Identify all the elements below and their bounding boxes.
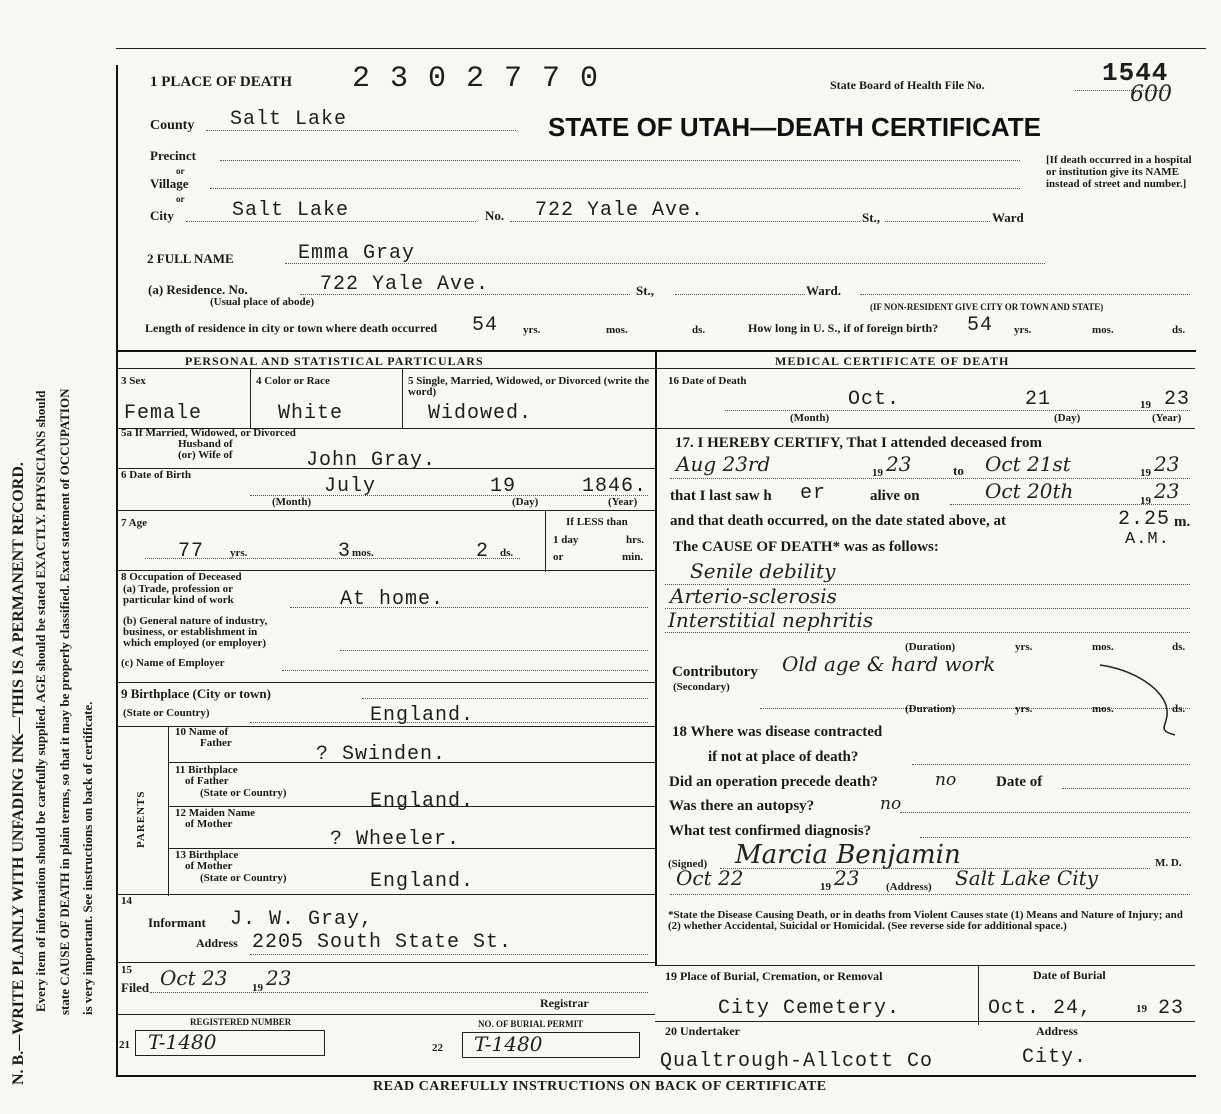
margin-instruction-line2: Every item of information should be carefully supplied. AGE should be stated EXACTLY. PHYSICIANS should <box>33 390 48 1012</box>
mother-name-label1: 12 Maiden Name <box>175 807 256 819</box>
filed-year: 23 <box>266 966 292 990</box>
dob-label: 6 Date of Birth <box>121 469 191 481</box>
signed-year: 23 <box>834 866 860 890</box>
mother-name-label2: of Mother <box>185 818 233 830</box>
contributory-stroke <box>1095 660 1185 740</box>
residence-sublabel: (Usual place of abode) <box>210 296 315 308</box>
burial-year-prefix: 19 <box>1136 1003 1147 1015</box>
father-name-label1: 10 Name of <box>175 726 229 738</box>
duration2-ds: ds. <box>1172 703 1186 715</box>
attended-to-year-prefix: 19 <box>1140 467 1151 479</box>
signed-label: (Signed) <box>668 858 708 870</box>
signed-year-prefix: 19 <box>820 881 831 893</box>
duration-yrs: yrs. <box>1015 641 1033 653</box>
street-no-label: No. <box>485 208 505 223</box>
spouse-label-wife: (or) Wife of <box>178 449 233 461</box>
us-ds: ds. <box>1172 324 1186 336</box>
dob-day-label: (Day) <box>512 496 539 508</box>
filed-value: Oct 23 <box>160 966 228 990</box>
dob-month-label: (Month) <box>272 496 312 508</box>
dob-month: July <box>324 475 377 498</box>
death-time-am: A.M. <box>1125 530 1170 549</box>
dob-day: 19 <box>490 475 517 498</box>
cause-footnote: *State the Disease Causing Death, or in deaths from Violent Causes state (1) Means and Nature of Injury; and (2) whether Accidental, Suicidal or Homicidal. (See reverse side for additional space.) <box>668 909 1183 932</box>
registered-number-value: T-1480 <box>148 1030 217 1054</box>
age-or-label: or <box>553 551 564 563</box>
margin-instruction-line1: N. B.—WRITE PLAINLY WITH UNFADING INK—THIS IS A PERMANENT RECORD. <box>10 462 27 1085</box>
color-label: 4 Color or Race <box>256 375 330 387</box>
autopsy-value: no <box>880 794 902 814</box>
marital-value: Widowed. <box>428 402 533 425</box>
dob-year: 1846. <box>582 475 648 498</box>
us-residence-label: How long in U. S., if of foreign birth? <box>748 321 939 335</box>
duration-mos: mos. <box>1092 641 1114 653</box>
or-label-1: or <box>176 166 185 176</box>
employer-label: (c) Name of Employer <box>121 657 225 669</box>
alive-on-date: Oct 20th <box>985 479 1074 503</box>
dod-label: 16 Date of Death <box>668 375 747 387</box>
marital-label: 5 Single, Married, Widowed, or Divorced (write the word) <box>408 375 650 398</box>
undertaker-value: Qualtrough-Allcott Co <box>660 1050 934 1073</box>
attended-from-date: Aug 23rd <box>676 452 771 476</box>
city-label: City <box>150 208 174 223</box>
informant-label: Informant <box>148 915 206 930</box>
test-label: What test confirmed diagnosis? <box>669 823 872 839</box>
attended-to-year: 23 <box>1154 452 1180 476</box>
age-months: 3 <box>338 540 352 563</box>
occupation-b-label2: business, or establishment in <box>123 626 258 638</box>
village-label: Village <box>150 176 189 191</box>
residence-st-label: St., <box>636 283 655 298</box>
occupation-b-label1: (b) General nature of industry, <box>123 615 268 627</box>
contributory-value: Old age & hard work <box>782 652 996 676</box>
occupation-a-label1: (a) Trade, profession or <box>123 583 233 595</box>
num-21: 21 <box>119 1039 130 1051</box>
length-yrs: yrs. <box>523 324 541 336</box>
num-22: 22 <box>432 1042 443 1054</box>
spouse-label-husband: Husband of <box>178 438 233 450</box>
father-name-label2: Father <box>200 737 232 749</box>
age-label: 7 Age <box>121 517 147 529</box>
filed-num: 15 <box>121 964 132 976</box>
mother-birthplace-label2: of Mother <box>185 860 233 872</box>
footer-instructions: READ CAREFULLY INSTRUCTIONS ON BACK OF CERTIFICATE <box>373 1079 827 1094</box>
operation-value: no <box>935 770 957 790</box>
certificate-title: STATE OF UTAH—DEATH CERTIFICATE <box>548 112 1041 142</box>
margin-instruction-line3: state CAUSE OF DEATH in plain terms, so that it may be properly classified. Exact statement of OCCUPATION <box>57 388 72 1015</box>
street-no-value: 722 Yale Ave. <box>535 199 705 222</box>
death-time: 2.25 <box>1118 508 1171 531</box>
sex-value: Female <box>124 402 203 425</box>
ward-label: Ward <box>992 210 1024 225</box>
dod-day-label: (Day) <box>1054 412 1081 424</box>
dod-month-label: (Month) <box>790 412 830 424</box>
attended-from-year-prefix: 19 <box>872 467 883 479</box>
certify-label: 17. I HEREBY CERTIFY, That I attended deceased from <box>675 435 1043 451</box>
sex-label: 3 Sex <box>121 375 146 387</box>
duration2-label: (Duration) <box>905 703 956 715</box>
duration2-yrs: yrs. <box>1015 703 1033 715</box>
attended-to-label: to <box>953 463 964 478</box>
age-yrs-label: yrs. <box>230 547 248 559</box>
dod-year-label: (Year) <box>1152 412 1182 424</box>
md-label: M. D. <box>1155 857 1182 869</box>
death-time-m: m. <box>1174 514 1191 530</box>
nonresident-note: (IF NON-RESIDENT GIVE CITY OR TOWN AND STATE) <box>870 302 1104 312</box>
contributory-label: Contributory <box>672 664 758 680</box>
certificate-number: 2 3 0 2 7 7 0 <box>352 62 600 96</box>
alive-year: 23 <box>1154 479 1180 503</box>
birthplace-sublabel: (State or Country) <box>123 707 210 719</box>
informant-address-label: Address <box>196 936 238 950</box>
length-ds: ds. <box>692 324 706 336</box>
burial-year: 23 <box>1158 997 1185 1020</box>
duration-label: (Duration) <box>905 641 956 653</box>
county-label: County <box>150 118 195 133</box>
cause-line-2: Arterio-sclerosis <box>670 584 837 608</box>
less-than-label: If LESS than <box>566 516 628 528</box>
undertaker-address-value: City. <box>1022 1046 1088 1069</box>
dob-year-label: (Year) <box>608 496 638 508</box>
address-label: (Address) <box>886 881 932 893</box>
occupation-value: At home. <box>340 588 445 611</box>
state-file-label: State Board of Health File No. <box>830 78 985 92</box>
spouse-label: 5a If Married, Widowed, or Divorced <box>121 427 296 439</box>
signed-date: Oct 22 <box>676 866 744 890</box>
place-of-death-label: 1 PLACE OF DEATH <box>150 74 293 90</box>
state-file-handwritten: 600 <box>1130 82 1172 107</box>
mother-birthplace-label1: 13 Birthplace <box>175 849 239 861</box>
secondary-label: (Secondary) <box>673 681 730 693</box>
burial-date-value: Oct. 24, <box>988 997 1093 1020</box>
informant-address: 2205 South State St. <box>252 931 513 954</box>
form-top-border <box>116 48 1206 49</box>
q18b-label: if not at place of death? <box>708 749 859 765</box>
registrar-label: Registrar <box>540 996 589 1010</box>
us-mos: mos. <box>1092 324 1114 336</box>
age-mos-label: mos. <box>352 547 374 559</box>
dod-year: 23 <box>1164 388 1191 411</box>
father-birthplace-label3: (State or Country) <box>200 787 287 799</box>
mother-name-value: ? Wheeler. <box>330 828 461 851</box>
full-name-value: Emma Gray <box>298 242 416 265</box>
us-yrs: yrs. <box>1014 324 1032 336</box>
color-value: White <box>278 402 344 425</box>
informant-value: J. W. Gray, <box>230 908 374 931</box>
age-days: 2 <box>476 540 490 563</box>
state-file-number: 1544 <box>1102 58 1169 88</box>
county-value: Salt Lake <box>230 108 348 131</box>
margin-instruction-line4: is very important. See instructions on back of certificate. <box>80 701 95 1015</box>
center-divider <box>655 350 657 965</box>
min-label: min. <box>622 551 644 563</box>
burial-date-label: Date of Burial <box>1033 968 1106 982</box>
operation-label: Did an operation precede death? <box>669 774 878 790</box>
dod-year-prefix: 19 <box>1140 399 1151 411</box>
father-birthplace-label2: of Father <box>185 775 229 787</box>
undertaker-label: 20 Undertaker <box>665 1024 740 1038</box>
city-value: Salt Lake <box>232 199 350 222</box>
one-day-label: 1 day <box>553 534 579 546</box>
autopsy-label: Was there an autopsy? <box>669 798 815 814</box>
informant-num: 14 <box>121 895 132 907</box>
birthplace-label: 9 Birthplace (City or town) <box>121 686 271 701</box>
us-residence-value: 54 <box>967 314 994 337</box>
filed-year-prefix: 19 <box>252 982 263 994</box>
registered-number-label: REGISTERED NUMBER <box>190 1017 292 1027</box>
age-years: 77 <box>178 540 205 563</box>
mother-birthplace-value: England. <box>370 870 475 893</box>
duration-ds: ds. <box>1172 641 1186 653</box>
burial-permit-value: T-1480 <box>474 1032 543 1056</box>
parents-label: PARENTS <box>135 790 147 848</box>
hospital-note: [If death occurred in a hospital or institution give its NAME instead of street and number.] <box>1046 154 1192 190</box>
residence-label: (a) Residence. No. <box>148 282 248 297</box>
q18-label: 18 Where was disease contracted <box>672 724 883 740</box>
physician-signature: Marcia Benjamin <box>735 840 961 870</box>
residence-ward-label: Ward. <box>806 283 842 298</box>
filed-label: Filed <box>121 980 150 995</box>
length-of-residence-value: 54 <box>472 314 499 337</box>
length-mos: mos. <box>606 324 628 336</box>
dod-month: Oct. <box>848 388 901 411</box>
operation-date-label: Date of <box>996 774 1043 790</box>
duration2-mos: mos. <box>1092 703 1114 715</box>
father-name-value: ? Swinden. <box>316 743 447 766</box>
last-saw-her: er <box>800 482 827 505</box>
length-of-residence-label: Length of residence in city or town where death occurred <box>145 321 438 335</box>
personal-header: PERSONAL AND STATISTICAL PARTICULARS <box>185 354 484 368</box>
age-ds-label: ds. <box>500 547 514 559</box>
alive-year-prefix: 19 <box>1140 495 1151 507</box>
hrs-label: hrs. <box>626 534 645 546</box>
death-occurred-label: and that death occurred, on the date stated above, at <box>670 513 1006 529</box>
occupation-label: 8 Occupation of Deceased <box>121 571 242 583</box>
residence-value: 722 Yale Ave. <box>320 273 490 296</box>
occupation-a-label2: particular kind of work <box>123 594 234 606</box>
occupation-b-label3: which employed (or employer) <box>123 637 267 649</box>
physician-address: Salt Lake City <box>955 866 1098 890</box>
medical-header: MEDICAL CERTIFICATE OF DEATH <box>775 354 1010 368</box>
father-birthplace-value: England. <box>370 790 475 813</box>
spouse-value: John Gray. <box>306 449 437 472</box>
birthplace-value: England. <box>370 704 475 727</box>
burial-place-value: City Cemetery. <box>718 997 901 1020</box>
undertaker-address-label: Address <box>1036 1024 1078 1038</box>
cause-line-3: Interstitial nephritis <box>668 608 874 632</box>
or-label-2: or <box>176 194 185 204</box>
precinct-label: Precinct <box>150 148 196 163</box>
last-saw-label: that I last saw h <box>670 488 772 504</box>
attended-from-year: 23 <box>886 452 912 476</box>
cause-line-1: Senile debility <box>690 559 836 583</box>
attended-to-date: Oct 21st <box>985 452 1071 476</box>
burial-permit-label: NO. OF BURIAL PERMIT <box>478 1019 584 1029</box>
mother-birthplace-label3: (State or Country) <box>200 872 287 884</box>
full-name-label: 2 FULL NAME <box>147 251 234 266</box>
st-label: St., <box>862 210 881 225</box>
alive-on-label: alive on <box>870 488 920 504</box>
dod-day: 21 <box>1025 388 1052 411</box>
burial-place-label: 19 Place of Burial, Cremation, or Removal <box>665 969 883 983</box>
father-birthplace-label1: 11 Birthplace <box>175 764 238 776</box>
cause-label: The CAUSE OF DEATH* was as follows: <box>673 539 939 555</box>
